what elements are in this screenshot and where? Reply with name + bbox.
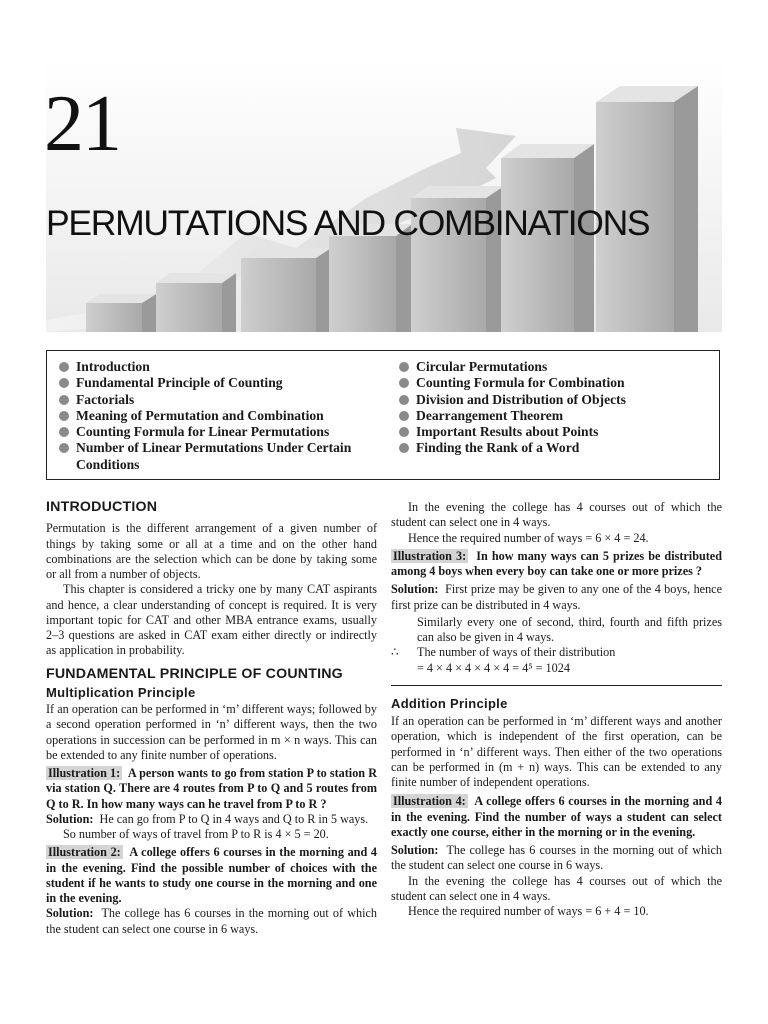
chapter-banner: [46, 58, 722, 332]
illustration-1: Illustration 1: A person wants to go from station P to station R via station Q. There are 4 routes from P to Q and 5 routes from Q to R. In how many ways can he travel from P to R ?: [46, 766, 378, 811]
intro-paragraph: This chapter is considered a tricky one by many CAT aspirants and hence, a clear understanding of concept is required. It is very important topic for CAT and other MBA entrance exams, usually 2–3 questions are asked in CAT exam either directly or indirectly as application in probability.: [46, 582, 377, 658]
illustration-2: Illustration 2: A college offers 6 courses in the morning and 4 in the evening. Find the possible number of choices with the student if he wants to study one course in the morning and one in the evening.: [46, 845, 377, 905]
illustration-3: Illustration 3: In how many ways can 5 prizes be distributed among 4 boys when every boy can take one or more prizes ?: [391, 548, 722, 578]
bullet-icon: [399, 443, 409, 453]
bar-chart-arrow-graphic: [46, 58, 722, 332]
contents-item: Counting Formula for Linear Permutations: [59, 424, 379, 440]
solution-2: Solution: The college has 6 courses in the morning out of which the student can select one course in 6 ways.: [46, 906, 377, 936]
contents-item: Dearrangement Theorem: [399, 408, 709, 424]
intro-paragraph: Permutation is the different arrangement of a given number of things by taking some or all at a time and on the other hand combinations are the selection which can be done by taking some or all from a number of objects.: [46, 521, 377, 581]
solution-2-continued: In the evening the college has 4 courses out of which the student can select one in 4 ways.: [391, 500, 722, 530]
contents-item: Circular Permutations: [399, 359, 709, 375]
solution-4-result: Hence the required number of ways = 6 + 4 = 10.: [408, 904, 649, 918]
section-heading-introduction: INTRODUCTION: [46, 499, 158, 515]
solution-2-result: Hence the required number of ways = 6 × 4 = 24.: [408, 530, 649, 545]
bullet-icon: [399, 427, 409, 437]
illustration-label: Illustration 2:: [48, 845, 121, 860]
section-divider: [391, 685, 722, 686]
contents-list-right: [399, 359, 709, 457]
subheading-multiplication-principle: Multiplication Principle: [46, 684, 196, 700]
therefore-symbol: ∴: [391, 645, 399, 660]
illustration-label: Illustration 4:: [393, 794, 466, 809]
illustration-label: Illustration 1:: [48, 766, 121, 780]
illustration-4: Illustration 4: A college offers 6 courses in the morning and 4 in the evening. Find the number of ways a student can select exactly one course, either in the morning or in the evening.: [391, 794, 722, 839]
contents-item: Meaning of Permutation and Combination: [59, 408, 379, 424]
solution-3-result: = 4 × 4 × 4 × 4 × 4 = 4⁵ = 1024: [417, 660, 570, 675]
solution-3-similarly: Similarly every one of second, third, fourth and fifth prizes can also be given in 4 ways.: [417, 614, 722, 644]
bullet-icon: [59, 411, 69, 421]
bullet-icon: [399, 378, 409, 388]
solution-1-result: So number of ways of travel from P to R is 4 × 5 = 20.: [63, 827, 329, 841]
illustration-label: Illustration 3:: [393, 548, 467, 563]
subheading-addition-principle: Addition Principle: [391, 695, 508, 711]
multiplication-principle-text: If an operation can be performed in ‘m’ different ways; followed by a second operation performed in ‘n’ different ways, then the two operations in succession can be performed in m × n ways. This can be extended to any finite number of operations.: [46, 702, 377, 762]
bullet-icon: [59, 395, 69, 405]
bullet-icon: [59, 362, 69, 372]
addition-principle-text: If an operation can be performed in ‘m’ different ways and another operation, which is independent of the first operation, can be performed in ‘n’ different ways. Then either of the two operations can be performed in (m + n) ways. This can be extended to any finite number of independent operations.: [391, 714, 722, 789]
solution-1: Solution: He can go from P to Q in 4 ways and Q to R in 5 ways.: [46, 811, 369, 826]
contents-item: Introduction: [59, 359, 379, 375]
contents-item: Number of Linear Permutations Under Certain Conditions: [59, 440, 379, 473]
chapter-number: 21: [44, 80, 120, 168]
bullet-icon: [59, 427, 69, 437]
solution-4-evening: In the evening the college has 4 courses out of which the student can select one in 4 ways.: [391, 873, 722, 903]
contents-item: Division and Distribution of Objects: [399, 392, 709, 408]
contents-item: Factorials: [59, 392, 379, 408]
solution-3: Solution: First prize may be given to any one of the 4 boys, hence first prize can be distributed in 4 ways.: [391, 582, 722, 612]
bullet-icon: [59, 378, 69, 388]
bullet-icon: [399, 411, 409, 421]
contents-item: Finding the Rank of a Word: [399, 440, 709, 456]
bullet-icon: [59, 443, 69, 453]
left-column: [46, 500, 377, 937]
contents-item: Fundamental Principle of Counting: [59, 375, 379, 391]
section-heading-fundamental-principle: FUNDAMENTAL PRINCIPLE OF COUNTING: [46, 665, 343, 682]
bullet-icon: [399, 395, 409, 405]
solution-3-therefore: ∴ The number of ways of their distribution: [391, 645, 616, 660]
chapter-contents-box: [46, 350, 720, 480]
contents-list-left: [59, 359, 379, 473]
contents-item: Important Results about Points: [399, 424, 709, 440]
bullet-icon: [399, 362, 409, 372]
contents-item: Counting Formula for Combination: [399, 375, 709, 391]
chapter-title: PERMUTATIONS AND COMBINATIONS: [46, 203, 650, 243]
solution-4: Solution: The college has 6 courses in the morning out of which the student can select one course in 6 ways.: [391, 843, 722, 873]
right-column: [391, 500, 722, 919]
